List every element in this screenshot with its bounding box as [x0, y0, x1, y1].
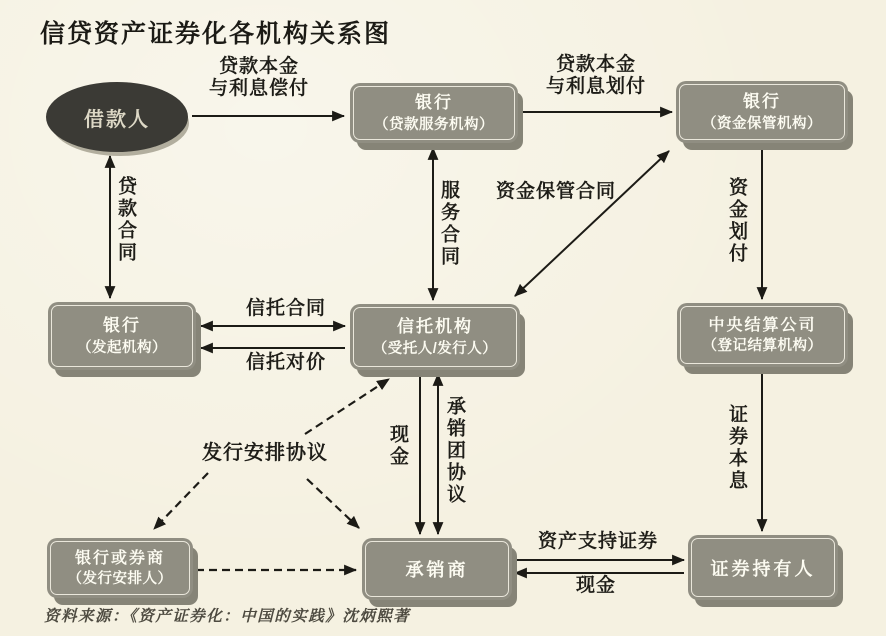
edge-label-arrangement-agreement: 发行安排协议: [202, 442, 328, 464]
node-label: 证券持有人: [710, 558, 816, 579]
node-label: 银行或券商: [74, 549, 165, 567]
node-sublabel: （资金保管机构）: [702, 115, 822, 132]
dashed-arrow-arrangement-to-trust: [305, 379, 389, 434]
node-label: 承销商: [405, 560, 469, 580]
node-underwriter: [362, 538, 512, 600]
node-label: 银行: [415, 92, 453, 112]
edge-label-custody-contract: 资金保管合同: [495, 181, 616, 202]
edge-label-trust-consideration: 信托对价: [245, 352, 326, 373]
edge-label-syndicate-agreement: 承销团协议: [444, 396, 465, 506]
node-sublabel: （发行安排人）: [67, 570, 173, 587]
edge-label-abs: 资产支持证券: [537, 531, 658, 552]
node-sublabel: （发起机构）: [77, 339, 167, 356]
edge-label-loan-contract: 贷款合同: [115, 176, 136, 264]
node-borrower: [46, 82, 188, 152]
edge-label-loan-transfer: 贷款本金 与利息划付: [545, 54, 646, 97]
node-securities-holder: [688, 535, 838, 600]
node-label: 中央结算公司: [708, 316, 817, 334]
edge-label-trust-contract: 信托合同: [245, 298, 326, 319]
edge-label-cash-from-holder: 现金: [575, 575, 616, 596]
page-title: 信贷资产证券化各机构关系图: [40, 20, 392, 48]
edge-label-fund-transfer: 资金划付: [726, 177, 747, 265]
node-bank-originator: [48, 302, 196, 370]
node-label: 银行: [743, 91, 781, 111]
edge-label-securities-principal-interest: 证券本息: [726, 404, 747, 492]
node-label: 信托机构: [397, 316, 473, 336]
node-label: 银行: [103, 315, 141, 335]
node-central-clearing-company: [677, 303, 848, 367]
node-bank-or-broker-arranger: [47, 538, 193, 598]
node-sublabel: （受托人/发行人）: [372, 340, 498, 357]
node-label: 借款人: [84, 108, 150, 131]
node-sublabel: （登记结算机构）: [702, 337, 823, 354]
edge-label-service-contract: 服务合同: [438, 180, 459, 268]
node-sublabel: （贷款服务机构）: [374, 116, 494, 133]
source-note: 资料来源：《资产证券化：中国的实践》沈炳熙著: [44, 608, 411, 625]
dashed-arrow-arrangement-to-arranger: [154, 473, 208, 529]
node-bank-loan-servicer: [350, 83, 518, 143]
node-trust-institution: [350, 304, 520, 370]
edge-label-cash-to-underwriter: 现金: [387, 424, 408, 468]
node-bank-fund-custodian: [676, 81, 848, 143]
dashed-arrow-arrangement-to-underwriter: [307, 479, 359, 528]
arrow-custody-contract: [515, 151, 669, 296]
edge-label-loan-repayment: 贷款本金 与利息偿付: [208, 56, 309, 99]
